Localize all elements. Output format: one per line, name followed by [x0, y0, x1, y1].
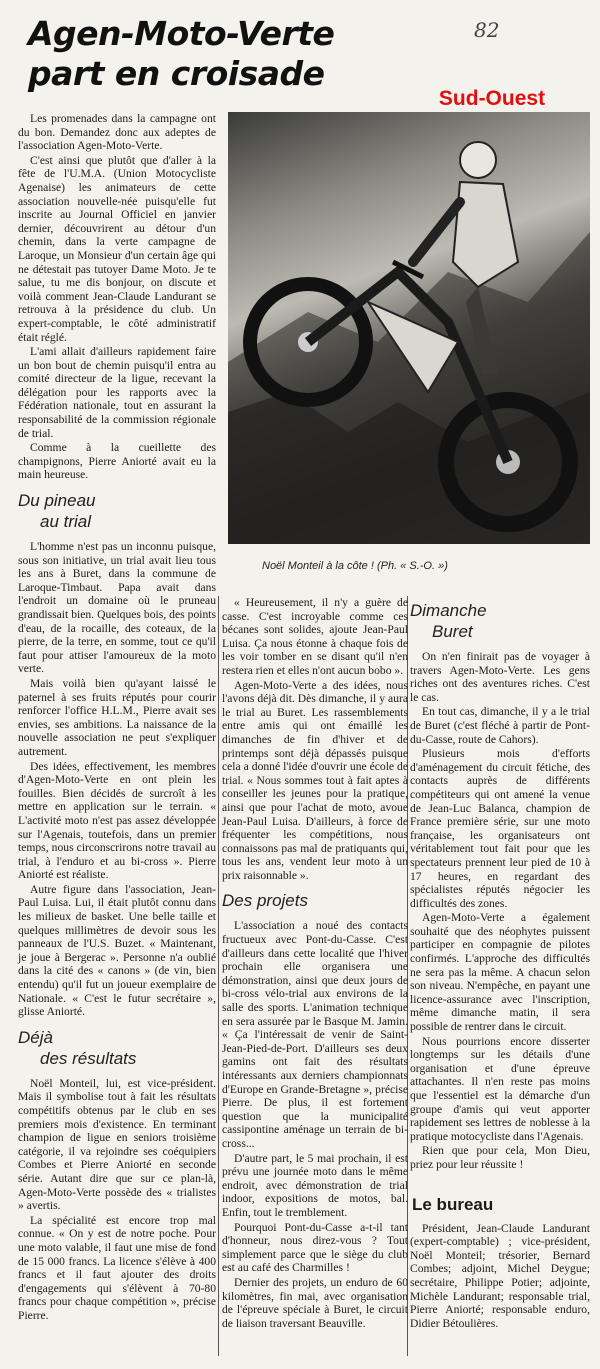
paragraph: Noël Monteil, lui, est vice-président. Mais il symbolise tout à fait les résultats compétitifs obtenus par le club en ses premiers mois d'existence. En terminant champion de ligue en seniors troisième catégorie, il va rejoindre ses coéquipiers Combes et Pierre Aniorté en seconde série. Autant dire que sur ce plan-là, Agen-Moto-Verte possède des « trialistes » avertis. — [18, 1076, 216, 1213]
paragraph: « Heureusement, il n'y a guère de casse. C'est incroyable comme ces bécanes sont solides, ajoute Jean-Paul Luisa. Ça nous étonne à chaque fois de les voir tomber en se disant qu'il n'en restera rien et elles n'ont aucun bobo ». — [222, 596, 408, 677]
subheading — [18, 1027, 216, 1069]
paragraph: Mais voilà bien qu'ayant laissé le paternel à ses fruits réputés pour courir renforcer l'office H.L.M., Pierre avait ses envies, ses ambitions. La naissance de la nouvelle association ne peut s'expliquer autrement. — [18, 676, 216, 758]
paragraph: L'ami allait d'ailleurs rapidement faire un bon bout de chemin puisqu'il entra au comité directeur de la ligue, recevant la délégation pour les rapports avec la Fédération nationale, tout en assurant la responsabilité de la commission régionale de trial. — [18, 345, 216, 440]
subheading-line-2: Buret — [432, 622, 473, 641]
subheading-line-2: des résultats — [40, 1048, 137, 1068]
headline-line-1: Agen-Moto-Verte — [28, 14, 335, 53]
subheading-line-2: au trial — [40, 512, 92, 532]
paragraph: Pourquoi Pont-du-Casse a-t-il tant d'honneur, nous direz-vous ? Tout simplement parce que le siège du club est au café des Charmilles ! — [222, 1220, 408, 1275]
paragraph: D'autre part, le 5 mai prochain, il est prévu une journée moto dans le même endroit, avec démonstration de trial indoor, expositions de motos, bal. Enfin, tout le tremblement. — [222, 1151, 408, 1219]
paragraph: Autre figure dans l'association, Jean-Paul Luisa. Lui, il était plutôt connu dans les milieux de basket. Une belle taille et quelques millimètres de devoir sous les panneaux de l'U.S. Buzet. « Maintenant, je joue à Bergerac ». Personne n'a oublié dans la cité des « canons » (de vin, bien entendu) qu'il fut un joueur exemplaire de Nationale. « C'est le futur secrétaire », glisse Aniorté. — [18, 882, 216, 1019]
paragraph: Des idées, effectivement, les membres d'Agen-Moto-Verte en ont plein les fouilles. Bien décidés de surcroît à les mettre en application sur le terrain. « L'activité moto n'est pas assez développée sur l'Agenais, toutefois, dans un premier temps, nous circonscrirons notre travail au trial, à l'enduro et au bi-cross ». Pierre Aniorté est réaliste. — [18, 759, 216, 882]
article-column-1 — [18, 112, 216, 1352]
paragraph: Rien que pour cela, Mon Dieu, priez pour leur réussite ! — [410, 1144, 590, 1171]
paragraph: L'association a noué des contacts fructueux avec Pont-du-Casse. C'est d'ailleurs dans cette localité que l'hiver prochain elle organisera une démonstration, ainsi que deux jours de bi-cross vélo-trial aux environs de la salle des sports. L'animation technique en sera assurée par le Basque M. Jamin. « Ça l'intéressait de venir de Saint-Jean-Pied-de-Port. D'ailleurs ses deux gamins ont fait des résultats intéressants aux derniers championnats d'Europe en Grande-Bretagne », précise Pierre. De plus, il est fortement question que la municipalité cassipontine aménage un terrain de bi-cross... — [222, 919, 408, 1150]
subheading-line-1: Du pineau — [18, 491, 96, 511]
handwritten-page-number: 82 — [474, 18, 500, 42]
source-publication: Sud-Ouest — [438, 87, 546, 110]
paragraph: En tout cas, dimanche, il y a le trial de Buret (c'est fléché à partir de Pont-du-Casse, route de Cahors). — [410, 705, 590, 746]
subheading-line-1: Dimanche — [410, 601, 487, 620]
headline-line-2: part en croisade — [28, 54, 325, 93]
paragraph: La spécialité est encore trop mal connue. « On y est de notre poche. Pour une moto valable, il faut une mise de fond de 15 000 francs. La licence s'élève à 400 francs et il faut ajouter des droits d'engagements qui s'élèvent à 70-80 francs pour chaque compétition », précise Pierre. — [18, 1213, 216, 1322]
article-photo — [228, 112, 590, 544]
subheading-line-1: Déjà — [18, 1027, 53, 1047]
article-column-3 — [410, 596, 590, 1330]
motorbike-rider-illustration — [228, 112, 590, 544]
subheading — [410, 600, 590, 642]
paragraph: On n'en finirait pas de voyager à travers Agen-Moto-Verte. Les gens riches ont des aventures riches. C'est le cas. — [410, 650, 590, 704]
photo-caption: Noël Monteil à la côte ! (Ph. « S.-O. ») — [262, 560, 448, 572]
paragraph: C'est ainsi que plutôt que d'aller à la fête de l'U.M.A. (Union Motocycliste Agenaise) les animateurs de cette association nouvelle-née puisqu'elle fut inscrite au Journal Officiel en janvier dernier, découvrirent au détour d'un chemin, dans la verte campagne de Laroque, un Monsieur d'un certain âge qui ne détestait pas tutoyer Dame Moto. Je te salue, tu me dis bonjour, on discute et voilà comment Jean-Claude Landurant se retrouva à la présidence du club. Un expert-comptable, le côté administratif était réglé. — [18, 153, 216, 344]
subheading — [18, 490, 216, 532]
paragraph: Agen-Moto-Verte a également souhaité que des néophytes puissent participer en compagnie de pilotes confirmés. L'approche des difficultés ne sera pas la même. A chacun selon son niveau. N'empêche, en payant une licence-assurance avec l'inscription, même dimanche matin, il sera possible de rentrer dans le circuit. — [410, 911, 590, 1034]
bureau-heading: Le bureau — [412, 1194, 494, 1214]
bureau-members: Président, Jean-Claude Landurant (expert-comptable) ; vice-président, Noël Monteil; trésorier, Bernard Combes; adjoint, Michel Deygue; secrétaire, Philippe Potier; adjointe, Michèle Landurant; responsable trial, Pierre Aniorté; responsable enduro, Didier Bétoulières. — [410, 1221, 590, 1330]
subheading: Des projets — [222, 891, 308, 911]
paragraph: Plusieurs mois d'efforts d'aménagement du circuit fétiche, des contacts auprès de différents compétiteurs qui ont amené la venue de Jean-Luc Balanca, champion de France première série, sur une moto française, les organisateurs ont véritablement tout fait pour que les spectateurs prennent leur pied de 10 à 17 heures, en regardant des spécialistes réputés négocier les difficultés des zones. — [410, 747, 590, 910]
paragraph: Comme à la cueillette des champignons, Pierre Aniorté avait eu la main heureuse. — [18, 441, 216, 482]
paragraph: Dernier des projets, un enduro de 60 kilomètres, fin mai, avec organisation de l'épreuve spéciale à Buret, le circuit de liaison traversant Beauville. — [222, 1275, 408, 1330]
paragraph: L'homme n'est pas un inconnu puisque, sous son initiative, un trial avait lieu tous les ans à Buret, dans la commune de Laroque-Timbaut. Papa avait dans l'endroit un domaine où le pruneau grandissait bien. Quelques bois, des points d'eau, de la rocaille, des coteaux, de la pierre, de la terre, en somme, tout ce qu'il faut pour attiser l'amoureux de la moto verte. — [18, 540, 216, 676]
paragraph: Les promenades dans la campagne ont du bon. Demandez donc aux adeptes de l'association Agen-Moto-Verte. — [18, 112, 216, 153]
headline — [28, 14, 408, 94]
article-column-2 — [222, 596, 408, 1356]
column-divider — [218, 596, 219, 1356]
paragraph: Agen-Moto-Verte a des idées, nous l'avons déjà dit. Dès dimanche, il y aura le trial au Buret. Les rassemblements entre amis qui ont émaillé les dimanches de fin d'hiver et de printemps sont déjà dépassés puisque cela a donné l'idée d'ouvrir une école de trial. « Nous sommes tout à fait aptes à conseiller les jeunes pour la pratique, ainsi que pour l'achat de moto, avoue Jean-Paul Luisa. D'ailleurs, à force de fréquenter les compétitions, nous connaissons pas mal de pratiquants qui, tous les ans, vendent leur moto à un prix raisonnable ». — [222, 678, 408, 882]
paragraph: Nous pourrions encore disserter longtemps sur les détails d'une organisation et d'une épreuve attachantes. Il n'en reste pas moins que l'essentiel est la démarche d'un groupe d'amis qui veut apporter rapidement ses lettres de noblesse à la pratique motocycliste dans l'Agenais. — [410, 1034, 590, 1143]
